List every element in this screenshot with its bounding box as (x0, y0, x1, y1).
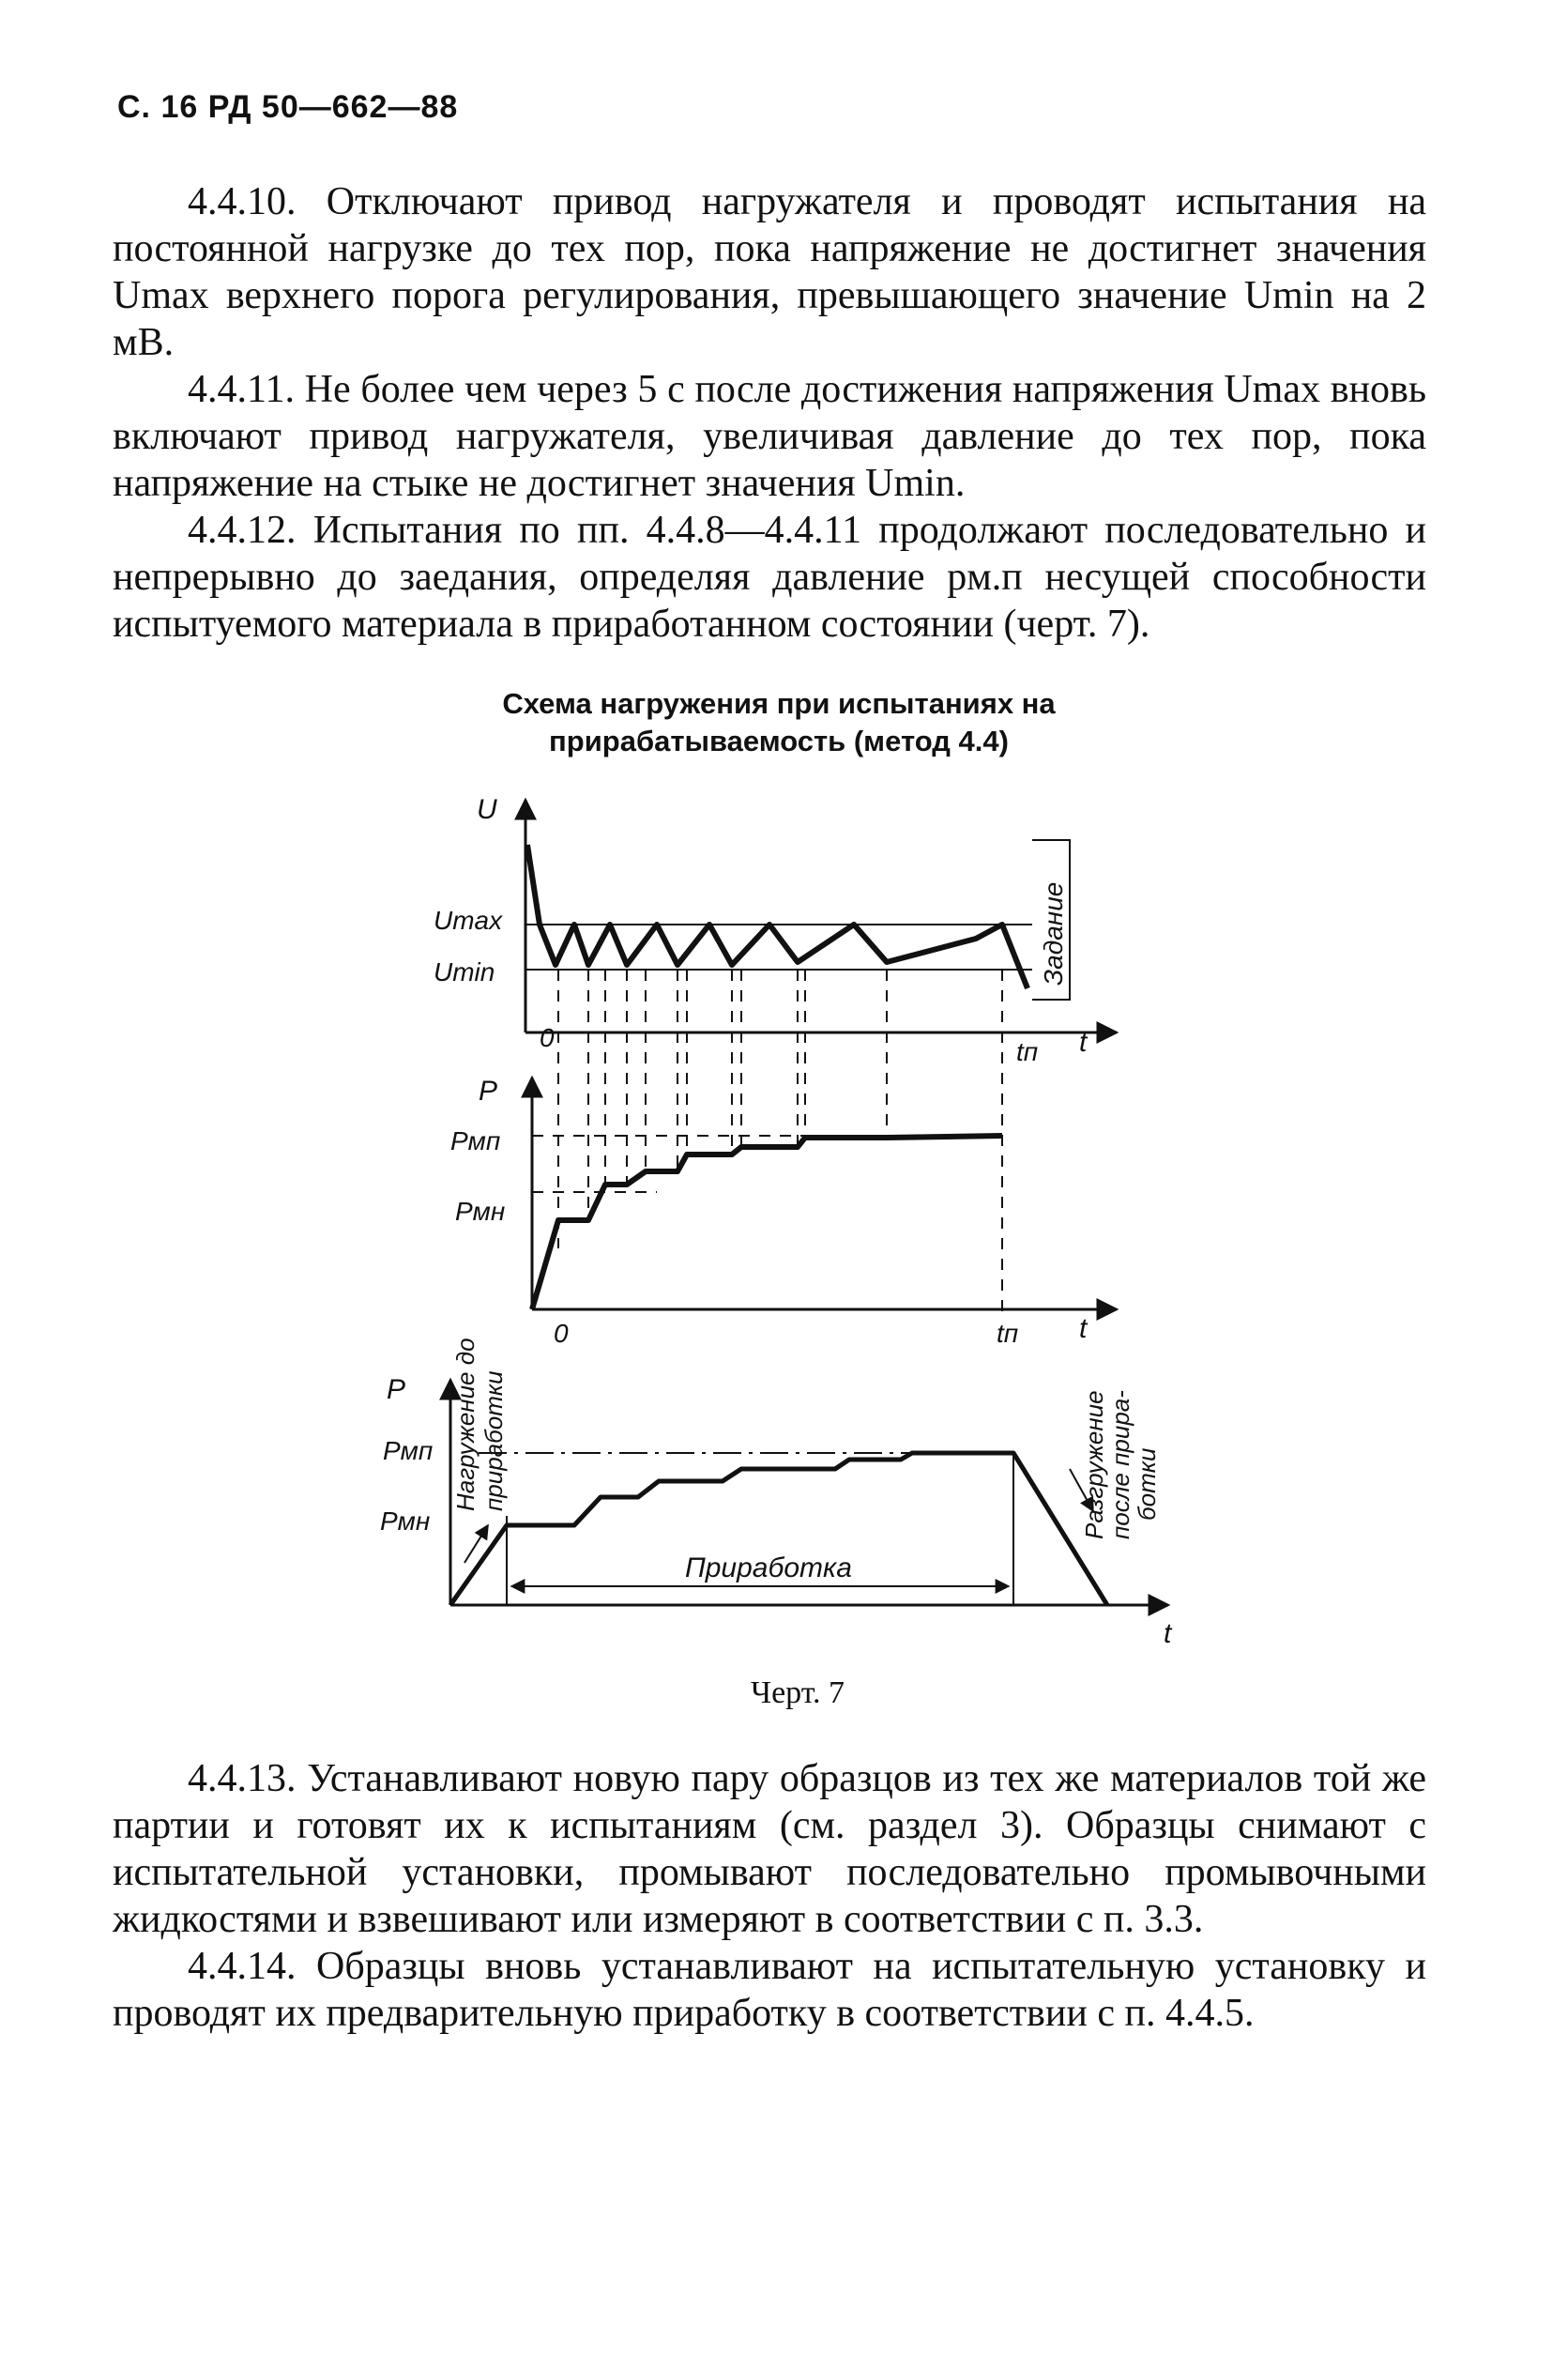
unloading-label-3: ботки (1133, 1447, 1161, 1521)
unloading-label-1: Разгружение (1080, 1390, 1108, 1539)
top-origin-label: 0 (540, 1023, 555, 1052)
bottom-y-label: P (387, 1374, 406, 1405)
paragraph-4-4-13: 4.4.13. Устанавливают новую пару образцов из тех же материалов той же партии и готовят их к испытаниям (см. раздел 3). Образцы снимают с испытательной установки, промывают последовательно промывочными жидкостями и взвешивают или измеряют в соответствии с п. 3.3. (113, 1757, 1426, 1941)
paragraph-4-4-11: 4.4.11. Не более чем через 5 с после достижения напряжения Umax вновь включают привод нагружателя, увеличивая давление до тех пор, пока напряжение на стыке не достигнет значения Umin. (113, 368, 1426, 505)
top-graph (434, 794, 1117, 1314)
mid-pmp-label: Pмп (450, 1126, 501, 1155)
mid-origin-label: 0 (554, 1319, 569, 1348)
mid-pmn-label: Pмн (455, 1197, 506, 1226)
mid-tn-label: tп (997, 1319, 1019, 1348)
mid-x-label: t (1079, 1313, 1088, 1344)
bottom-x-label: t (1164, 1618, 1172, 1649)
paragraph-4-4-10: 4.4.10. Отключают привод нагружателя и проводят испытания на постоянной нагрузке до тех пор, пока напряжение не достигнет значения Umax верхнего порога регулирования, превышающего значение Umin на 2 мВ. (113, 180, 1426, 364)
bottom-pmn-label: Pмн (380, 1506, 431, 1536)
paragraph-4-4-14: 4.4.14. Образцы вновь устанавливают на испытательную установку и проводят их предварительную приработку в соответствии с п. 4.4.5. (113, 1945, 1426, 2035)
umin-label: Umin (434, 957, 495, 986)
bottom-graph (380, 1338, 1173, 1649)
run-in-label: Приработка (685, 1552, 852, 1583)
umax-label: Umax (434, 906, 503, 935)
loading-label-2: приработки (480, 1370, 508, 1511)
setpoint-label: Задание (1039, 881, 1068, 986)
text-block-bottom (113, 1755, 1426, 2037)
figure-caption: Черт. 7 (750, 1675, 845, 1710)
voltage-curve (527, 845, 1028, 988)
figure-title-line-2: прирабатываемость (метод 4.4) (549, 725, 1009, 757)
sync-lines (558, 970, 1002, 1314)
unloading-label-2: после прира- (1106, 1390, 1134, 1539)
paragraph-4-4-12: 4.4.12. Испытания по пп. 4.4.8—4.4.11 продолжают последовательно и непрерывно до заедания, определяя давление pм.п несущей способности испытуемого материала в приработанном состоянии (черт. 7). (113, 509, 1426, 646)
figure-title-line-1: Схема нагружения при испытаниях на (502, 687, 1056, 720)
loading-label-1: Нагружение до (451, 1338, 480, 1511)
middle-graph (450, 1076, 1117, 1348)
top-x-label: t (1079, 1027, 1088, 1058)
mid-y-label: P (479, 1076, 498, 1107)
pressure-curve (532, 1136, 1002, 1309)
top-tn-label: tп (1016, 1037, 1039, 1066)
bottom-pmp-label: Pмп (383, 1436, 434, 1465)
top-y-label: U (477, 794, 497, 825)
page-header: С. 16 РД 50—662—88 (117, 89, 459, 125)
